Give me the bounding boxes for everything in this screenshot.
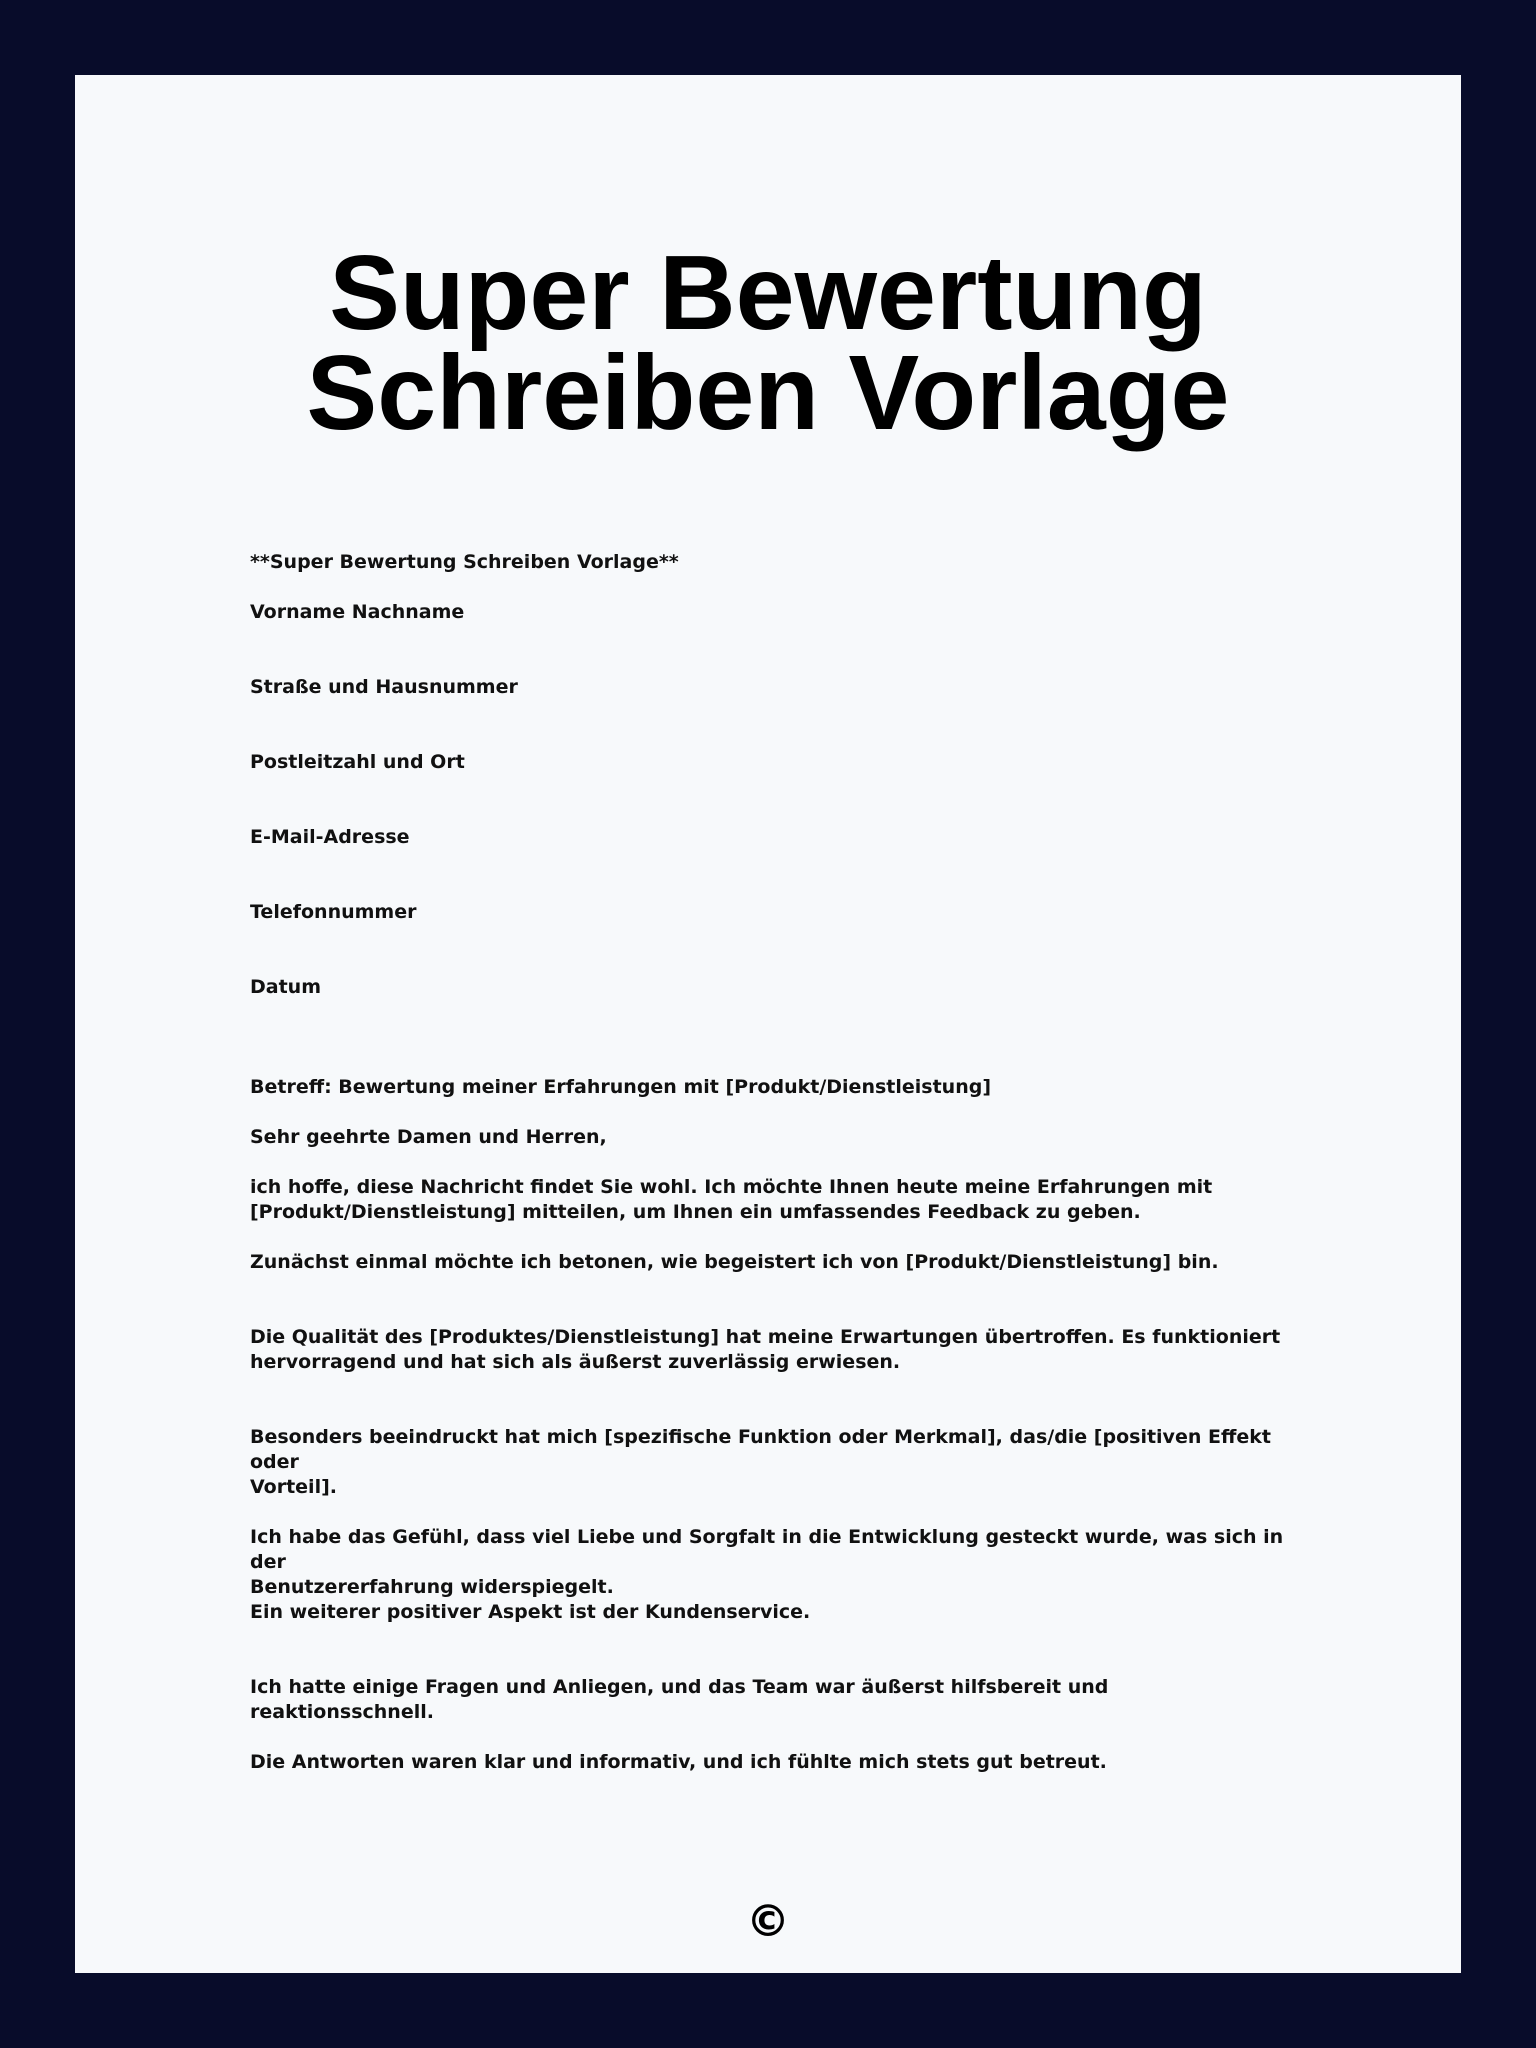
sender-street: Straße und Hausnummer [250,676,518,698]
letter-paragraph: Zunächst einmal möchte ich betonen, wie begeistert ich von [Produkt/Dienstleistung] bin. [250,1251,1219,1273]
letter-subject: Betreff: Bewertung meiner Erfahrungen mit [Produkt/Dienstleistung] [250,1076,991,1098]
letter-date: Datum [250,976,321,998]
document-page [75,75,1461,1973]
sender-name: Vorname Nachname [250,601,465,623]
sender-city: Postleitzahl und Ort [250,751,465,773]
document-title: Super Bewertung Schreiben Vorlage [306,234,1230,452]
copyright-icon: © [746,1896,790,1947]
letter-paragraph: Ich hatte einige Fragen und Anliegen, und das Team war äußerst hilfsbereit und reaktionsschnell. [250,1676,1109,1723]
letter-paragraph: Die Qualität des [Produktes/Dienstleistung] hat meine Erwartungen übertroffen. Es funktioniert hervorragend und hat sich als äußerst zuverlässig erwiesen. [250,1326,1281,1373]
letter-paragraph: ich hoffe, diese Nachricht findet Sie wohl. Ich möchte Ihnen heute meine Erfahrungen mit [Produkt/Dienstleistung] mitteilen, um Ihnen ein umfassendes Feedback zu geben. [250,1176,1213,1223]
letter-paragraph: Ein weiterer positiver Aspekt ist der Kundenservice. [250,1601,811,1623]
letter-paragraph: Ich habe das Gefühl, dass viel Liebe und Sorgfalt in die Entwicklung gesteckt wurde, was sich in der Benutzererfahrung widerspiegelt. [250,1526,1284,1598]
sender-phone: Telefonnummer [250,901,417,923]
letter-paragraph: Besonders beeindruckt hat mich [spezifische Funktion oder Merkmal], das/die [positiven Effekt oder Vorteil]. [250,1426,1271,1498]
document-heading: **Super Bewertung Schreiben Vorlage** [250,551,679,573]
letter-salutation: Sehr geehrte Damen und Herren, [250,1126,607,1148]
letter-paragraph: Die Antworten waren klar und informativ, und ich fühlte mich stets gut betreut. [250,1751,1107,1773]
sender-email: E-Mail-Adresse [250,826,410,848]
